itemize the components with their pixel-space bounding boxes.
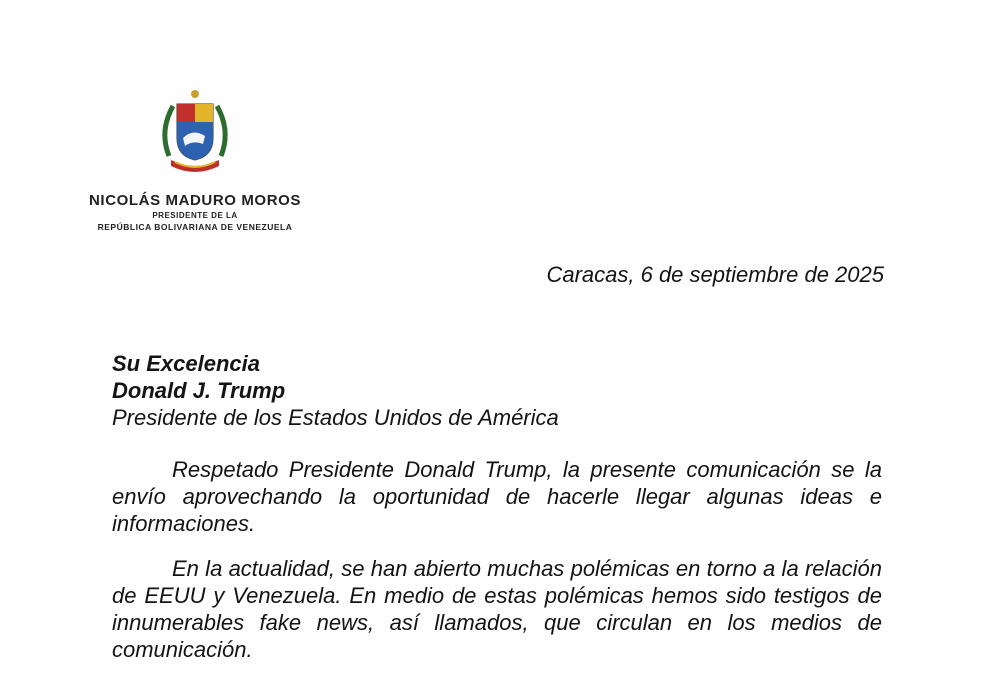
letterhead	[70, 86, 320, 232]
letterhead-title: PRESIDENTE DE LA	[152, 211, 238, 220]
recipient-salutation: Su Excelencia	[112, 351, 260, 376]
coat-of-arms-icon	[155, 86, 235, 176]
letter-date: Caracas, 6 de septiembre de 2025	[546, 262, 884, 287]
letterhead-name: NICOLÁS MADURO MOROS	[89, 192, 301, 209]
letterhead-country: REPÚBLICA BOLIVARIANA DE VENEZUELA	[97, 222, 293, 232]
recipient-name: Donald J. Trump	[112, 378, 286, 403]
letter-body	[112, 456, 882, 681]
recipient-block	[112, 350, 559, 431]
body-paragraph: En la actualidad, se han abierto muchas polémicas en torno a la relación de EEUU y Venezuela. En medio de estas polémicas hemos sido testigos de innumerables fake news, así llamados, que circulan en los medios de comunicación.	[112, 556, 882, 662]
recipient-position: Presidente de los Estados Unidos de América	[112, 405, 559, 430]
body-paragraph: Respetado Presidente Donald Trump, la presente comunicación se la envío aprovechando la oportunidad de hacerle llegar algunas ideas e informaciones.	[112, 457, 882, 536]
